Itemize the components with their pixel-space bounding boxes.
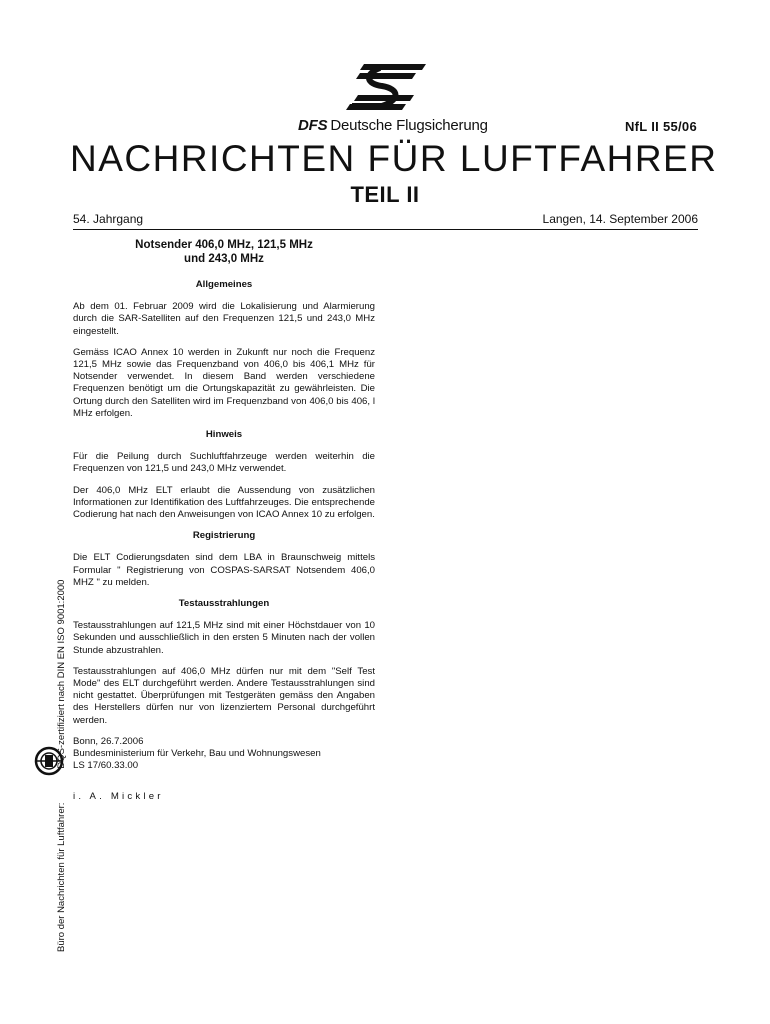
certification-seal-icon — [34, 744, 64, 778]
brand-wordmark — [298, 117, 488, 134]
closing-reference: LS 17/60.33.00 — [73, 760, 139, 772]
publisher-label: Büro der Nachrichten für Luftfahrer: — [56, 802, 67, 952]
notice-title-line2: und 243,0 MHz — [184, 253, 264, 265]
section-allgemeines — [73, 279, 375, 420]
page-title: NACHRICHTEN FÜR LUFTFAHRER — [70, 138, 718, 179]
section-heading: Registrierung — [192, 530, 256, 542]
part-title — [0, 182, 770, 208]
paragraph: Testausstrahlungen auf 406,0 MHz dürfen nur mit dem "Self Test Mode" des ELT durchgeführt werden. Andere Testausstrahlungen sind nicht gestattet. Überprüfungen mit Testgeräten gemäss den Angaben des Herstellers dürfen nur von lizenziertem Personal durchgeführt werden. — [73, 665, 375, 726]
notice-title-line1: Notsender 406,0 MHz, 121,5 MHz — [135, 239, 313, 251]
signature: i. A. Mickler — [73, 790, 164, 802]
section-hinweis — [73, 429, 375, 521]
brand-name: Deutsche Flugsicherung — [330, 117, 488, 134]
section-heading: Testausstrahlungen — [178, 598, 270, 610]
paragraph: Ab dem 01. Februar 2009 wird die Lokalisierung und Alarmierung durch die SAR-Satelliten auf den Frequenzen 121,5 und 243,0 MHz eingestellt. — [73, 301, 375, 337]
closing-block — [73, 736, 375, 773]
section-testausstrahlungen — [73, 598, 375, 727]
paragraph: Der 406,0 MHz ELT erlaubt die Aussendung von zusätzlichen Informationen zur Identifikation des Luftfahrzeuges. Die entsprechende Codierung hat nach den Anweisungen von ICAO Annex 10 zu erfolgen. — [73, 484, 375, 521]
brand-short: DFS — [298, 117, 328, 134]
notice-title — [73, 238, 375, 266]
place-date: Langen, 14. September 2006 — [542, 212, 698, 226]
header-divider — [73, 229, 698, 230]
paragraph: Die ELT Codierungsdaten sind dem LBA in Braunschweig mittels Formular " Registrierung von COSPAS-SARSAT Notsendem 406,0 MHZ " zu melden. — [73, 552, 375, 588]
issue-number: NfL II 55/06 — [624, 119, 697, 134]
section-heading: Hinweis — [205, 429, 243, 441]
paragraph: Testausstrahlungen auf 121,5 MHz sind mit einer Höchstdauer von 10 Sekunden und ausschließlich in den ersten 5 Minuten nach der vollen Stunde abzustrahlen. — [73, 620, 375, 656]
paragraph: Für die Peilung durch Suchluftfahrzeuge werden weiterhin die Frequenzen von 121,5 und 243,0 MHz verwendet. — [73, 451, 375, 475]
closing-place-date: Bonn, 26.7.2006 — [73, 735, 144, 747]
dfs-logo-icon — [342, 62, 430, 112]
closing-ministry: Bundesministerium für Verkehr, Bau und Wohnungswesen — [73, 748, 321, 760]
section-registrierung — [73, 530, 375, 589]
part-label: TEIL II — [350, 182, 420, 207]
paragraph: Gemäss ICAO Annex 10 werden in Zukunft nur noch die Frequenz 121,5 MHz sowie das Frequenzband von 406,0 bis 406,1 MHz für Notsender verwendet. In diesem Band werden verschiedene Frequenzen benötigt um die Ortungskapazität zu gewährleisten. Die Ortung durch den Satelliten wird im Frequenzband von 406,0 bis 406, l MHz erfolgen. — [73, 346, 375, 419]
certification-label: DQS-zertifiziert nach DIN EN ISO 9001:2000 — [56, 579, 67, 769]
notice-column — [73, 238, 375, 803]
section-heading: Allgemeines — [195, 279, 253, 290]
volume-label: 54. Jahrgang — [73, 212, 144, 226]
